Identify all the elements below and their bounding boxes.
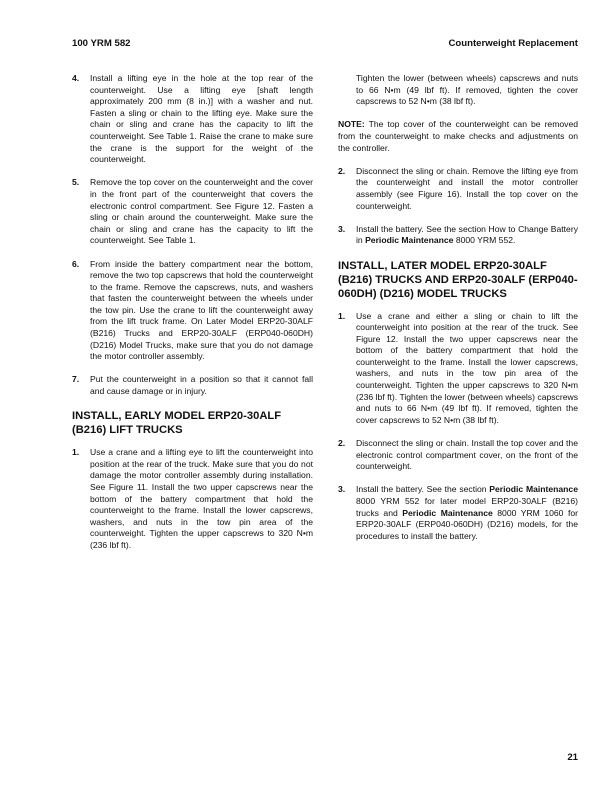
step-text: From inside the battery compartment near the bottom, remove the two top capscrews that hold the counterweight to the frame. Remove the capscrews, nuts, and washers that fasten the counterweight between the wheels under the tow pin. Use the crane to lift the counterweight away from the lift truck frame. On Later Model ERP20-30ALF (B216) Trucks and ERP20-30ALF (ERP040-060DH) (D216) Model Trucks, make sure that you do not damage the motor controller assembly. — [90, 258, 313, 362]
note-text: The top cover of the counterweight can be removed from the counterweight to make checks and adjustments on the controller. — [338, 119, 579, 153]
step-text-part: Install the battery. See the section How to Change Battery in — [356, 223, 578, 246]
later-step-2 — [338, 438, 578, 473]
step-number: 1. — [72, 447, 80, 458]
early-step-2 — [338, 166, 578, 212]
step-5 — [72, 177, 313, 247]
early-step-1-continued: Tighten the lower (between wheels) capscrews and nuts to 66 N•m (49 lbf ft). If removed, tighten the cover capscrews to 52 N•m (38 lbf ft). — [356, 73, 578, 107]
step-text: Use a crane and either a sling or chain to lift the counterweight into position at the rear of the truck. See Figure 12. Install the two upper capscrews near the bottom of the battery compartment that hold the counterweight to the frame. Install the lower capscrews, washers, and nuts in the tow pin area of the counterweight. Tighten the upper capscrews to 320 N•m (236 lbf ft). Tighten the lower (between wheels) capscrews and nuts to 66 N•m (49 lbf ft). If removed, tighten the cover capscrews to 52 N•m (38 lbf ft). — [356, 310, 578, 425]
step-text: Disconnect the sling or chain. Install the top cover and the electronic control compartment cover, on the front of the counterweight. — [356, 438, 578, 472]
step-number: 4. — [72, 73, 80, 83]
step-text-part: Install the battery. See the section — [356, 484, 490, 495]
later-step-1 — [338, 311, 578, 427]
step-text: Put the counterweight in a position so that it cannot fall and cause damage or in injury. — [90, 374, 313, 397]
note — [338, 119, 578, 154]
step-number: 7. — [72, 374, 80, 385]
heading-install-early-model: INSTALL, EARLY MODEL ERP20-30ALF (B216) LIFT TRUCKS — [72, 410, 282, 437]
step-number: 2. — [338, 165, 346, 176]
step-number: 1. — [338, 310, 346, 321]
heading-install-later-model: INSTALL, LATER MODEL ERP20-30ALF (B216) TRUCKS AND ERP20-30ALF (ERP040-060DH) (D216) MODEL TRUCKS — [338, 259, 578, 300]
left-column — [72, 73, 313, 563]
right-column — [338, 73, 578, 554]
step-number: 3. — [338, 223, 346, 234]
later-step-3 — [338, 484, 578, 542]
step-text-part: 8000 YRM 552. — [453, 235, 516, 246]
step-number: 6. — [72, 258, 80, 269]
page-number: 21 — [567, 752, 578, 763]
step-4 — [72, 73, 313, 166]
manual-reference: Periodic Maintenance — [365, 235, 454, 246]
step-text-part: 8000 YRM 1060 for ERP20-30ALF (ERP040-060DH) (D216) models, for the procedures to install the battery. — [356, 507, 578, 541]
step-text: Install a lifting eye in the hole at the top rear of the counterweight. Use a lifting eye [shaft length approximately 200 mm (8 in.)] with a washer and nut. Fasten a sling or chain to the lifting eye. Make sure the chain or sling and crane has the capacity to lift the counterweight. See Table 1. Raise the crane to make sure the crane is the support for the weight of the counterweight. — [90, 73, 313, 165]
step-text: Use a crane and a lifting eye to lift the counterweight into position at the rear of the truck. Make sure that you do not damage the motor controller assembly during installation. See Figure 11. Install the two upper capscrews near the bottom of the battery compartment that hold the counterweight to the frame. Install the lower capscrews, washers, and nuts in the tow pin area of the counterweight. Tighten the upper capscrews to 320 N•m (236 lbf ft). — [90, 447, 313, 550]
early-step-1 — [72, 447, 313, 551]
section-title: Counterweight Replacement — [448, 38, 578, 49]
step-text: Disconnect the sling or chain. Remove the lifting eye from the counterweight and install the motor controller assembly (see Figure 16). Install the top cover on the counterweight. — [356, 165, 578, 211]
manual-reference: Periodic Maintenance — [402, 507, 493, 518]
early-step-3 — [338, 224, 578, 247]
note-label: NOTE: — [338, 119, 365, 130]
step-number: 2. — [338, 438, 346, 449]
step-text-part: 8000 YRM 552 for later model ERP20-30ALF (B216) trucks and — [356, 496, 578, 518]
step-number: 5. — [72, 177, 80, 188]
step-6 — [72, 259, 313, 363]
step-number: 3. — [338, 484, 346, 495]
manual-reference: Periodic Maintenance — [489, 484, 578, 495]
step-7 — [72, 374, 313, 397]
doc-number: 100 YRM 582 — [72, 38, 131, 49]
step-text: Remove the top cover on the counterweight and the cover in the front part of the counterweight that covers the electronic control compartment. See Figure 12. Fasten a sling or chain around the counterweight. Make sure the chain or sling and crane has the capacity to lift the counterweight. See Table 1. — [90, 177, 313, 246]
